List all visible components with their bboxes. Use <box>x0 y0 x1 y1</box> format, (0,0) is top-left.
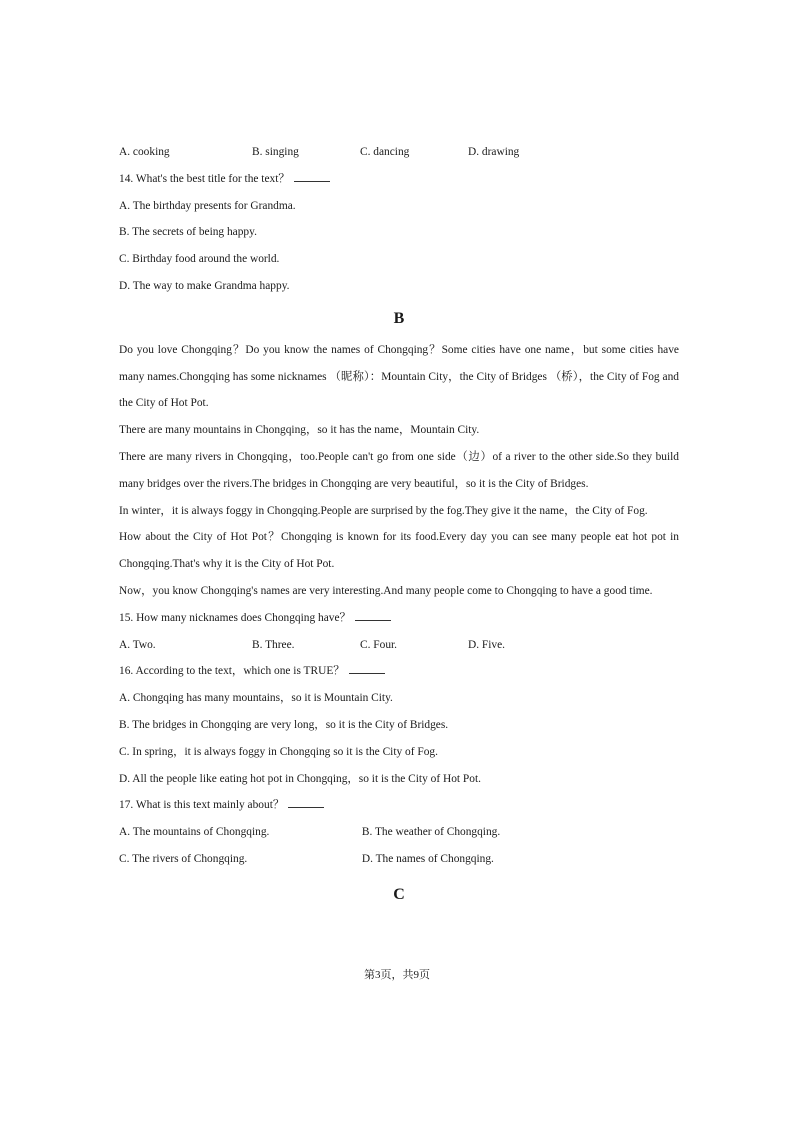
q13-option-a[interactable]: A. cooking <box>119 146 170 158</box>
page-footer: 第3页，共9页 <box>364 969 430 981</box>
passage-paragraph-2: There are many mountains in Chongqing，so it has the name，Mountain City. <box>119 424 480 437</box>
q17-question-text: 17. What is this text mainly about？ <box>119 799 285 812</box>
q14-question <box>119 166 679 193</box>
passage-paragraph-4: In winter，it is always foggy in Chongqing.People are surprised by the fog.They give it the name，the City of Fog. <box>119 504 648 517</box>
q16-question <box>119 658 679 685</box>
q16-option-c[interactable]: C. In spring，it is always foggy in Chongqing so it is the City of Fog. <box>119 745 438 758</box>
q17-option-c[interactable]: C. The rivers of Chongqing. <box>119 852 248 865</box>
q15-option-d[interactable]: D. Five. <box>468 638 506 651</box>
q16-question-text: 16. According to the text，which one is TRUE？ <box>119 665 345 678</box>
q14-option-a[interactable]: A. The birthday presents for Grandma. <box>119 199 296 212</box>
q13-option-b[interactable]: B. singing <box>252 146 299 158</box>
q14-option-c[interactable]: C. Birthday food around the world. <box>119 253 280 266</box>
passage-paragraph-5: How about the City of Hot Pot？Chongqing is known for its food.Every day you can see many people eat hot pot in Chongqing.That's why it is the City of Hot Pot. <box>119 531 679 571</box>
q15-question <box>119 605 679 632</box>
passage-paragraph-1: Do you love Chongqing？Do you know the names of Chongqing？Some cities have one name，but some cities have many names.Chongqing has some nicknames （昵称）：Mountain City，the City of Bridges （桥），the City of Fog and the City of Hot Pot. <box>119 343 679 410</box>
q14-answer-blank[interactable] <box>294 169 330 182</box>
q17-option-a[interactable]: A. The mountains of Chongqing. <box>119 826 270 839</box>
q15-option-b[interactable]: B. Three. <box>252 638 295 651</box>
q16-option-d[interactable]: D. All the people like eating hot pot in Chongqing，so it is the City of Hot Pot. <box>119 772 481 785</box>
q15-answer-blank[interactable] <box>355 608 391 621</box>
q16-option-b[interactable]: B. The bridges in Chongqing are very long，so it is the City of Bridges. <box>119 718 449 731</box>
q15-option-c[interactable]: C. Four. <box>360 638 398 651</box>
q14-option-b[interactable]: B. The secrets of being happy. <box>119 226 257 239</box>
q15-options <box>119 632 679 659</box>
q13-option-d[interactable]: D. drawing <box>468 146 520 158</box>
q15-question-text: 15. How many nicknames does Chongqing have？ <box>119 611 351 624</box>
q17-question <box>119 792 679 819</box>
q16-option-a[interactable]: A. Chongqing has many mountains，so it is Mountain City. <box>119 692 393 705</box>
q15-option-a[interactable]: A. Two. <box>119 638 156 651</box>
section-c-heading: C <box>393 885 405 903</box>
passage-paragraph-3: There are many rivers in Chongqing，too.People can't go from one side（边）of a river to the other side.So they build many bridges over the rivers.The bridges in Chongqing are very beautiful，so it is the City of Bridges. <box>119 450 679 490</box>
q17-options-row-1 <box>119 819 679 846</box>
q13-option-c[interactable]: C. dancing <box>360 146 410 158</box>
q17-answer-blank[interactable] <box>288 795 324 808</box>
q14-question-text: 14. What's the best title for the text？ <box>119 172 290 185</box>
q14-option-d[interactable]: D. The way to make Grandma happy. <box>119 279 290 292</box>
page-content <box>119 139 679 917</box>
q13-options <box>119 139 679 166</box>
q17-option-d[interactable]: D. The names of Chongqing. <box>361 852 494 865</box>
q17-option-b[interactable]: B. The weather of Chongqing. <box>361 826 501 839</box>
q16-answer-blank[interactable] <box>349 661 385 674</box>
q17-options-row-2 <box>119 846 679 873</box>
section-b-heading: B <box>393 309 405 327</box>
passage-paragraph-6: Now，you know Chongqing's names are very interesting.And many people come to Chongqing to have a good time. <box>119 584 653 597</box>
